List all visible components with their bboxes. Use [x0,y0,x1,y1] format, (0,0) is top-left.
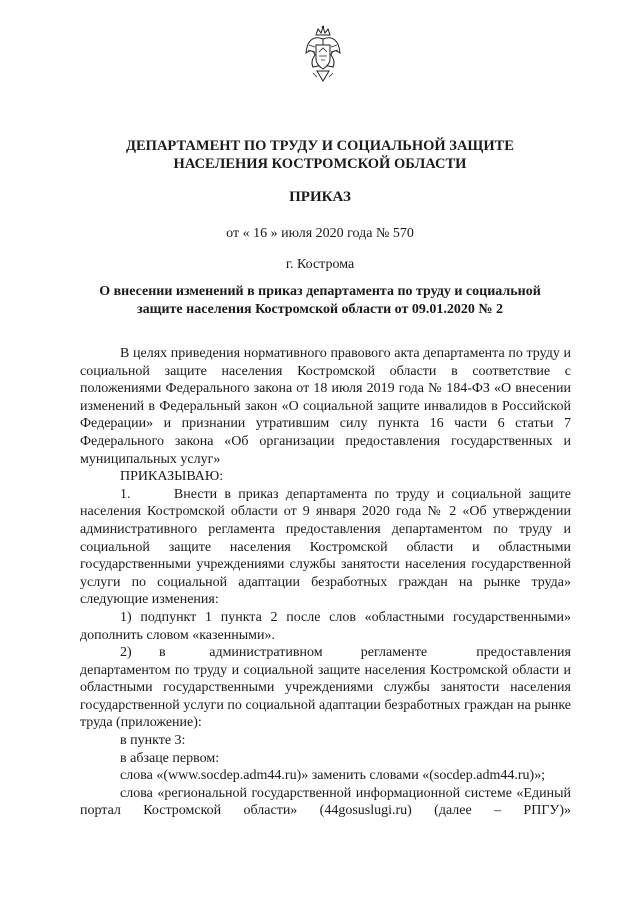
order-subject [0,283,640,319]
subitem-1-paragraph: 1) подпункт 1 пункта 2 после слов «областными государственными» дополнить словом «казенными». [80,609,571,643]
city: г. Кострома [285,257,355,272]
document-body [80,345,571,820]
department-line-1: ДЕПАРТАМЕНТ ПО ТРУДУ И СОЦИАЛЬНОЙ ЗАЩИТЕ [126,138,514,154]
replacement-2-paragraph: слова «региональной государственной информационной системе «Единый портал Костромской области» (44gosuslugi.ru) (далее – РПГУ)» [80,785,571,819]
coat-of-arms-emblem [303,25,343,85]
preamble-paragraph: В целях приведения нормативного правового акта департамента по труду и социальной защите населения Костромской области в соответствие с положениями Федерального закона от 18 июля 2019 года № 184-ФЗ «О внесении изменений в Федеральный закон «О социальной защите инвалидов в Российской Федерации» и признании утратившим силу пункта 16 части 6 статьи 7 Федерального закона «Об организации предоставления государственных и муниципальных услуг» [80,346,571,467]
paragraph-first-heading: в абзаце первом: [120,750,220,766]
item-1-paragraph: 1. Внести в приказ департамента по труду и социальной защите населения Костромской области от 9 января 2020 года № 2 «Об утверждении административного регламента предоставления департаментом по труду и социальной защите населения Костромской области и областными государственными учреждениями службы занятости населения государственной услуги по социальной адаптации безработных граждан на рынке труда» следующие изменения: [80,486,571,608]
replacement-1-paragraph: слова «(www.socdep.adm44.ru)» заменить словами «(socdep.adm44.ru)»; [120,768,546,784]
point-3-heading: в пункте 3: [120,733,186,749]
order-date-number: от « 16 » июля 2020 года № 570 [226,226,414,241]
subject-line-1: О внесении изменений в приказ департамента по труду и социальной [99,284,541,299]
department-line-2: НАСЕЛЕНИЯ КОСТРОМСКОЙ ОБЛАСТИ [173,156,467,172]
subitem-2-paragraph: 2) в административном регламенте предоставления департаментом по труду и социальной защите населения Костромской области и областными государственными учреждениями службы занятости населения государственной услуги по социальной адаптации безработных граждан на рынке труда (приложение): [80,645,571,731]
order-keyword: ПРИКАЗЫВАЮ: [120,469,224,485]
subject-line-2: защите населения Костромской области от 09.01.2020 № 2 [137,302,503,317]
document-type: ПРИКАЗ [289,189,351,205]
department-name [0,137,640,173]
